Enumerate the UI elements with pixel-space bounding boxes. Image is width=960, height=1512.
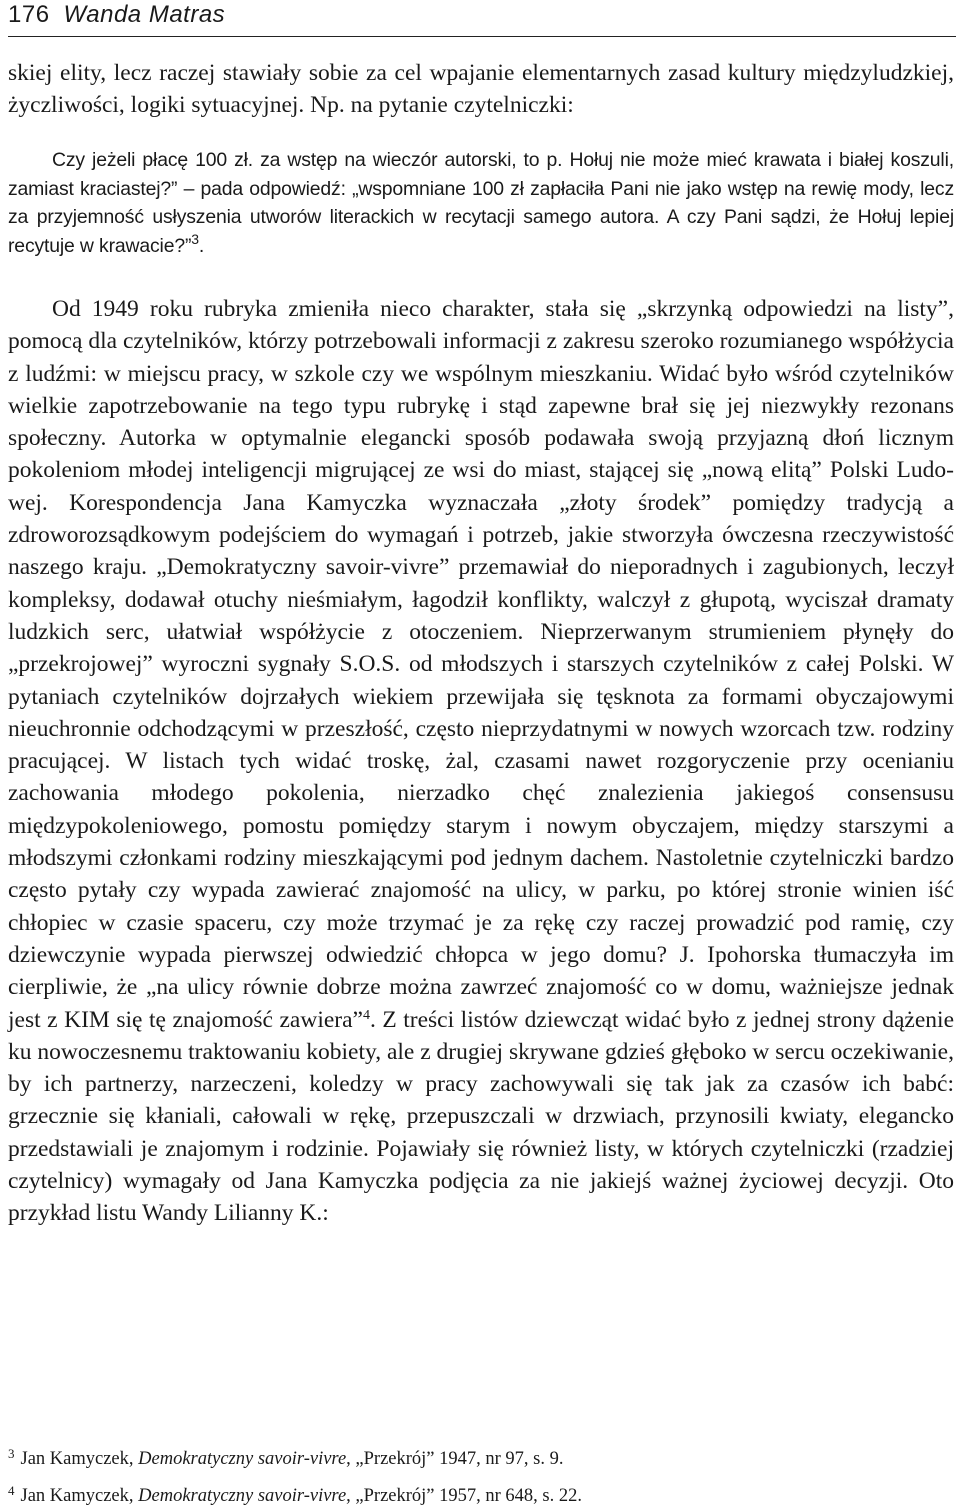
running-header-author: Wanda Matras xyxy=(63,1,226,28)
body-text-part1: Od 1949 roku rubryka zmieniła nieco charakter, stała się „skrzynką odpowiedzi na listy”, pomocą dla czytelników, którzy potrzebowali informacji z zakresu szeroko rozumianego współżycia z ludźmi: w miejscu pracy, w szkole czy we wspólnym mieszkaniu. Widać było wśród czytelników wielkie zapotrzebowanie na tego typu rubrykę i stąd zapewne brał się jej niezwykły rezonans społeczny. Autorka w optymalnie elegancki sposób podawała swoją przyjazną dłoń licznym pokoleniom młodej inteligencji migrującej ze wsi do miast, stającej się „nową elitą” Polski Ludowej. Korespondencja Jana Kamyczka wyznaczała „złoty środek” pomiędzy tradycją a zdroworozsądkowym podejściem do wymagań i potrzeb, jakie stworzyła ówczesna rzeczywistość naszego kraju. „Demokratyczny savoir-vivre” przemawiał do nieporadnych i zagubionych, leczył kompleksy, dodawał otuchy nieśmiałym, łagodził konflikty, walczył z głupotą, wyciszał dramaty ludzkich serc, ułatwiał współżycie z otoczeniem. Nieprzerwanym strumieniem płynęły do „przekrojowej” wyroczni sygnały S.O.S. od młodszych i starszych czytelników z całej Polski. W pytaniach czytelników dojrzałych wiekiem przewijała się tęsknota za formami obyczajowymi nieuchronnie odchodzącymi w przeszłość, często nieprzydatnymi w nowych wzorcach tzw. rodziny pracującej. W listach tych widać troskę, żal, czasami nawet rozgoryczenie przy ocenianiu zachowania młodego pokolenia, nierzadko chęć znalezienia jakiegoś consensusu międzypokoleniowego, pomostu pomiędzy starym i nowym obyczajem, między starszymi a młodszymi członkami rodziny mieszkającymi pod jednym dachem. Nastoletnie czytelniczki bardzo często pytały czy wypada zawierać znajomość na ulicy, w parku, po której stronie winien iść chłopiec w czasie spaceru, czy może trzymać je za rękę czy raczej prowadzić pod ramię, czy dziewczynie wypada pierwszej odwiedzić chłopca w jego domu? J. Ipohorska tłumaczyła im cierpliwie, że „na ulicy równie dobrze można zawrzeć znajomość co w domu, ważniejsze jednak jest z KIM się tę znajomość zawiera” xyxy=(8,296,954,1033)
footnote-title: Demokratyczny savoir-vivre xyxy=(138,1486,347,1506)
body-paragraph xyxy=(8,293,954,1230)
block-quote xyxy=(8,146,954,261)
running-header xyxy=(8,0,956,37)
footnote-marker: 4 xyxy=(8,1483,15,1498)
page-number: 176 xyxy=(8,1,50,28)
footnote-author: Jan Kamyczek, xyxy=(20,1449,139,1469)
footnote-author: Jan Kamyczek, xyxy=(20,1486,139,1506)
quote-end-punct: . xyxy=(198,235,205,258)
body-text-part2: . Z treści listów dziewcząt widać było z jednej strony dążenie ku nowoczesnemu traktowaniu kobiety, ale z drugiej skrywane gdzieś głęboko w sercu oczekiwanie, by ich partnerzy, narzeczeni, koledzy w pracy zachowywali się tak jak za czasów ich babć: grzecznie się kłaniali, całowali w rękę, przepuszczali w drzwiach, przynosili kwiaty, elegancko przedstawiali je znajomym i rodzinie. Pojawiały się również listy, w których czytelniczki (rzadziej czytelnicy) wymagały od Jana Kamyczka podjęcia za nie jakiejś ważnej życiowej decyzji. Oto przykład listu Wandy Lilianny K.: xyxy=(8,1006,954,1227)
footnote-source: , „Przekrój” 1947, nr 97, s. 9. xyxy=(346,1449,564,1469)
quote-text: Czy jeżeli płacę 100 zł. za wstęp na wieczór autorski, to p. Hołuj nie może mieć krawata i białej koszuli, zamiast kraciastej?” – pada odpowiedź: „wspomniane 100 zł zapłaciła Pani nie jako wstęp na rewię mody, lecz za przyjemność usłyszenia utworów literackich w recytacji samego autora. A czy Pani sądzi, że Hołuj lepiej recytuje w krawacie?” xyxy=(8,149,954,258)
intro-text: skiej elity, lecz raczej stawiały sobie za cel wpajanie elementarnych zasad kultury międzyludzkiej, życzliwości, logiki sytuacyjnej. Np. na pytanie czytelniczki: xyxy=(8,60,954,118)
footnotes xyxy=(8,1438,954,1512)
quote-paragraph xyxy=(8,146,954,261)
footnote-3 xyxy=(8,1438,954,1475)
footnote-4 xyxy=(8,1475,954,1512)
footnote-marker: 3 xyxy=(8,1446,15,1461)
footnote-ref-4[interactable]: 4 xyxy=(362,1007,370,1023)
footnote-ref-3[interactable]: 3 xyxy=(191,231,199,248)
intro-paragraph xyxy=(8,58,954,121)
main-body xyxy=(8,293,954,1230)
footnote-source: , „Przekrój” 1957, nr 648, s. 22. xyxy=(346,1486,583,1506)
footnote-title: Demokratyczny savoir-vivre xyxy=(138,1449,347,1469)
